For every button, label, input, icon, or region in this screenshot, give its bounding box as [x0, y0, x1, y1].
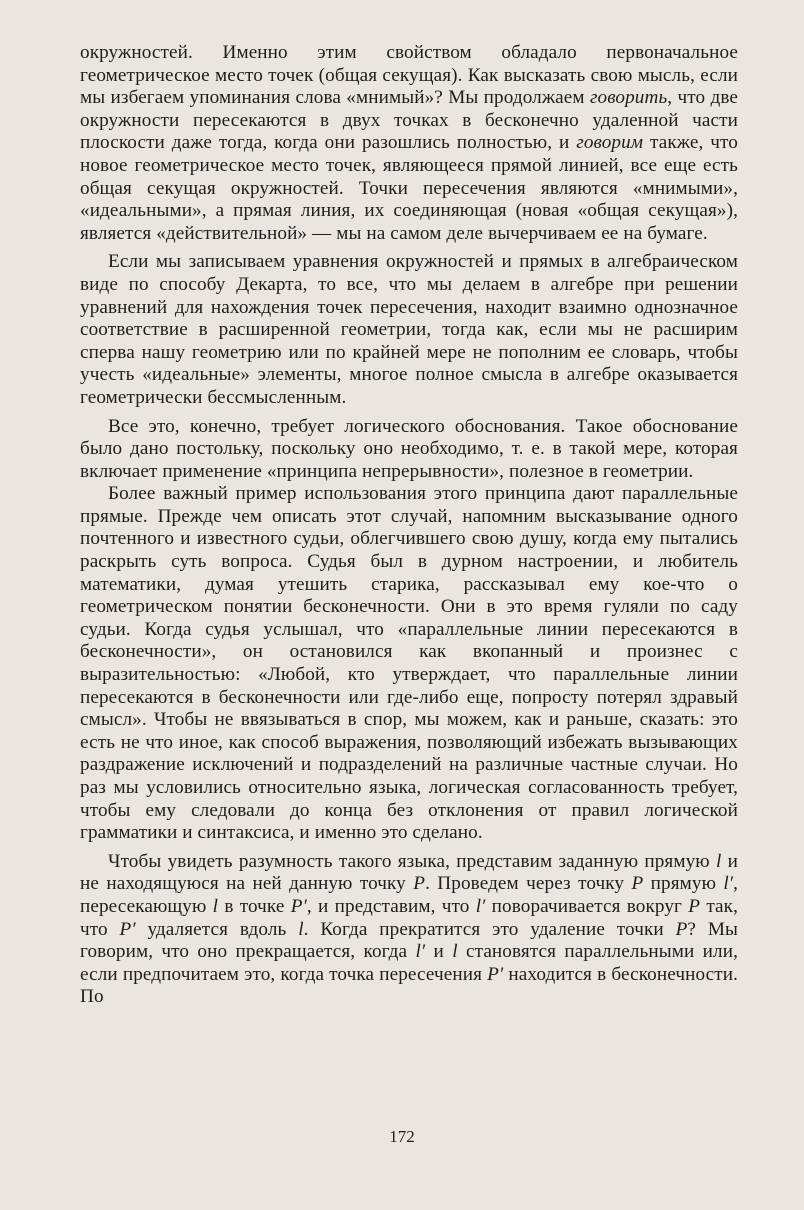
paragraph-4	[80, 483, 738, 845]
math-symbol: P′	[290, 895, 307, 917]
text-run: , что две окружности пересекаются в двух точках в бесконечно удаленной части плоскости даже тогда, когда они разошлись полностью, и	[80, 87, 738, 154]
math-symbol: l	[452, 941, 458, 963]
text-run: Если мы записываем уравнения окружностей и прямых в алгебраическом виде по способу Декарта, то все, что мы делаем в алгебре при решении уравнений для нахождения точек пересечения, находит взаимно однозначное соответствие в расширенной геометрии, тогда как, если мы не расширим сперва нашу геометрию или по крайней мере не пополним ее словарь, чтобы учесть «идеальные» элементы, многое полное смысла в алгебре оказывается геометрически бессмысленным.	[80, 251, 738, 408]
math-symbol: l′	[415, 941, 426, 963]
math-symbol: P	[688, 895, 701, 917]
text-run: становятся параллельными или, если предпочитаем это, когда точка пересечения	[80, 941, 738, 985]
math-symbol: l	[212, 895, 219, 917]
math-symbol: P	[631, 873, 644, 895]
math-symbol: l′	[475, 895, 486, 917]
text-run: , пересекающую	[80, 873, 739, 917]
text-run: находится в бесконечности. По	[80, 963, 739, 1008]
math-symbol: l′	[723, 873, 734, 895]
page-number: 172	[389, 1127, 415, 1146]
text-run: в точке	[218, 895, 291, 917]
text-run: прямую	[643, 873, 724, 895]
math-symbol: l	[715, 850, 722, 872]
text-run: также, что новое геометрическое место точек, являющееся прямой линией, все еще есть общая секущая окружностей. Точки пересечения являются «мнимыми», «идеальными», а прямая линия, их соединяющая (новая «общая секущая»), является «действительной» — мы на самом деле вычерчиваем ее на бумаге.	[80, 132, 738, 244]
text-run: , и представим, что	[306, 895, 476, 917]
math-symbol: P	[675, 918, 688, 940]
paragraph-3	[80, 416, 738, 484]
text-run: Все это, конечно, требует логического обоснования. Такое обоснование было дано постольку, поскольку оно необходимо, т. е. в такой мере, которая включает применение «принципа непрерывности», полезное в геометрии.	[80, 415, 738, 482]
text-run: Чтобы увидеть разумность такого языка, представим заданную прямую	[108, 850, 716, 872]
text-run: так, что	[80, 895, 738, 940]
math-symbol: P′	[487, 963, 504, 985]
math-symbol: l	[298, 918, 304, 940]
text-run: поворачивается вокруг	[485, 895, 689, 917]
page-text	[80, 42, 738, 1009]
text-run: . Проведем через точку	[425, 873, 632, 895]
paragraph-1	[80, 42, 738, 245]
paragraph-5	[80, 851, 738, 1009]
text-run: Более важный пример использования этого принципа дают параллельные прямые. Прежде чем описать этот случай, напомним высказывание одного почтенного и известного судьи, облегчившего свою душу, когда ему пытались раскрыть суть вопроса. Судья был в дурном настроении, и любитель математики, думая утешить старика, рассказывал ему кое-что о геометрическом понятии бесконечности. Они в это время гуляли по саду судьи. Когда судья услышал, что «параллельные линии пересекаются в бесконечности», он остановился как вкопанный и произнес с выразительностью: «Любой, кто утверждает, что параллельные линии пересекаются в бесконечности или где-либо еще, попросту потерял здравый смысл». Чтобы не ввязываться в спор, мы можем, как и раньше, сказать: это есть не что иное, как способ выражения, позволяющий избежать вызывающих раздражение исключений и подразделений на различные частные случаи. Но раз мы условились относительно языка, логическая согласованность требует, чтобы ему следовали до конца без отклонения от правил логической грамматики и синтаксиса, и именно это сделано.	[80, 483, 738, 844]
math-symbol: P	[413, 873, 426, 895]
emphasis: говорить	[589, 87, 668, 109]
math-symbol: P′	[119, 918, 136, 940]
text-run: удаляется вдоль	[135, 918, 299, 940]
text-run: ? Мы говорим, что оно прекращается, когда	[80, 918, 739, 963]
text-run: окружностей. Именно этим свойством обладало первоначальное геометрическое место точек (общая секущая). Как высказать свою мысль, если мы избегаем упоминания слова «мнимый»? Мы продолжаем	[80, 42, 738, 109]
paragraph-2	[80, 251, 738, 409]
emphasis: говорим	[576, 132, 644, 154]
text-run: и	[425, 941, 453, 963]
text-run: и не находящуюся на ней данную точку	[80, 850, 739, 895]
text-run: . Когда прекратится это удаление точки	[303, 918, 676, 940]
